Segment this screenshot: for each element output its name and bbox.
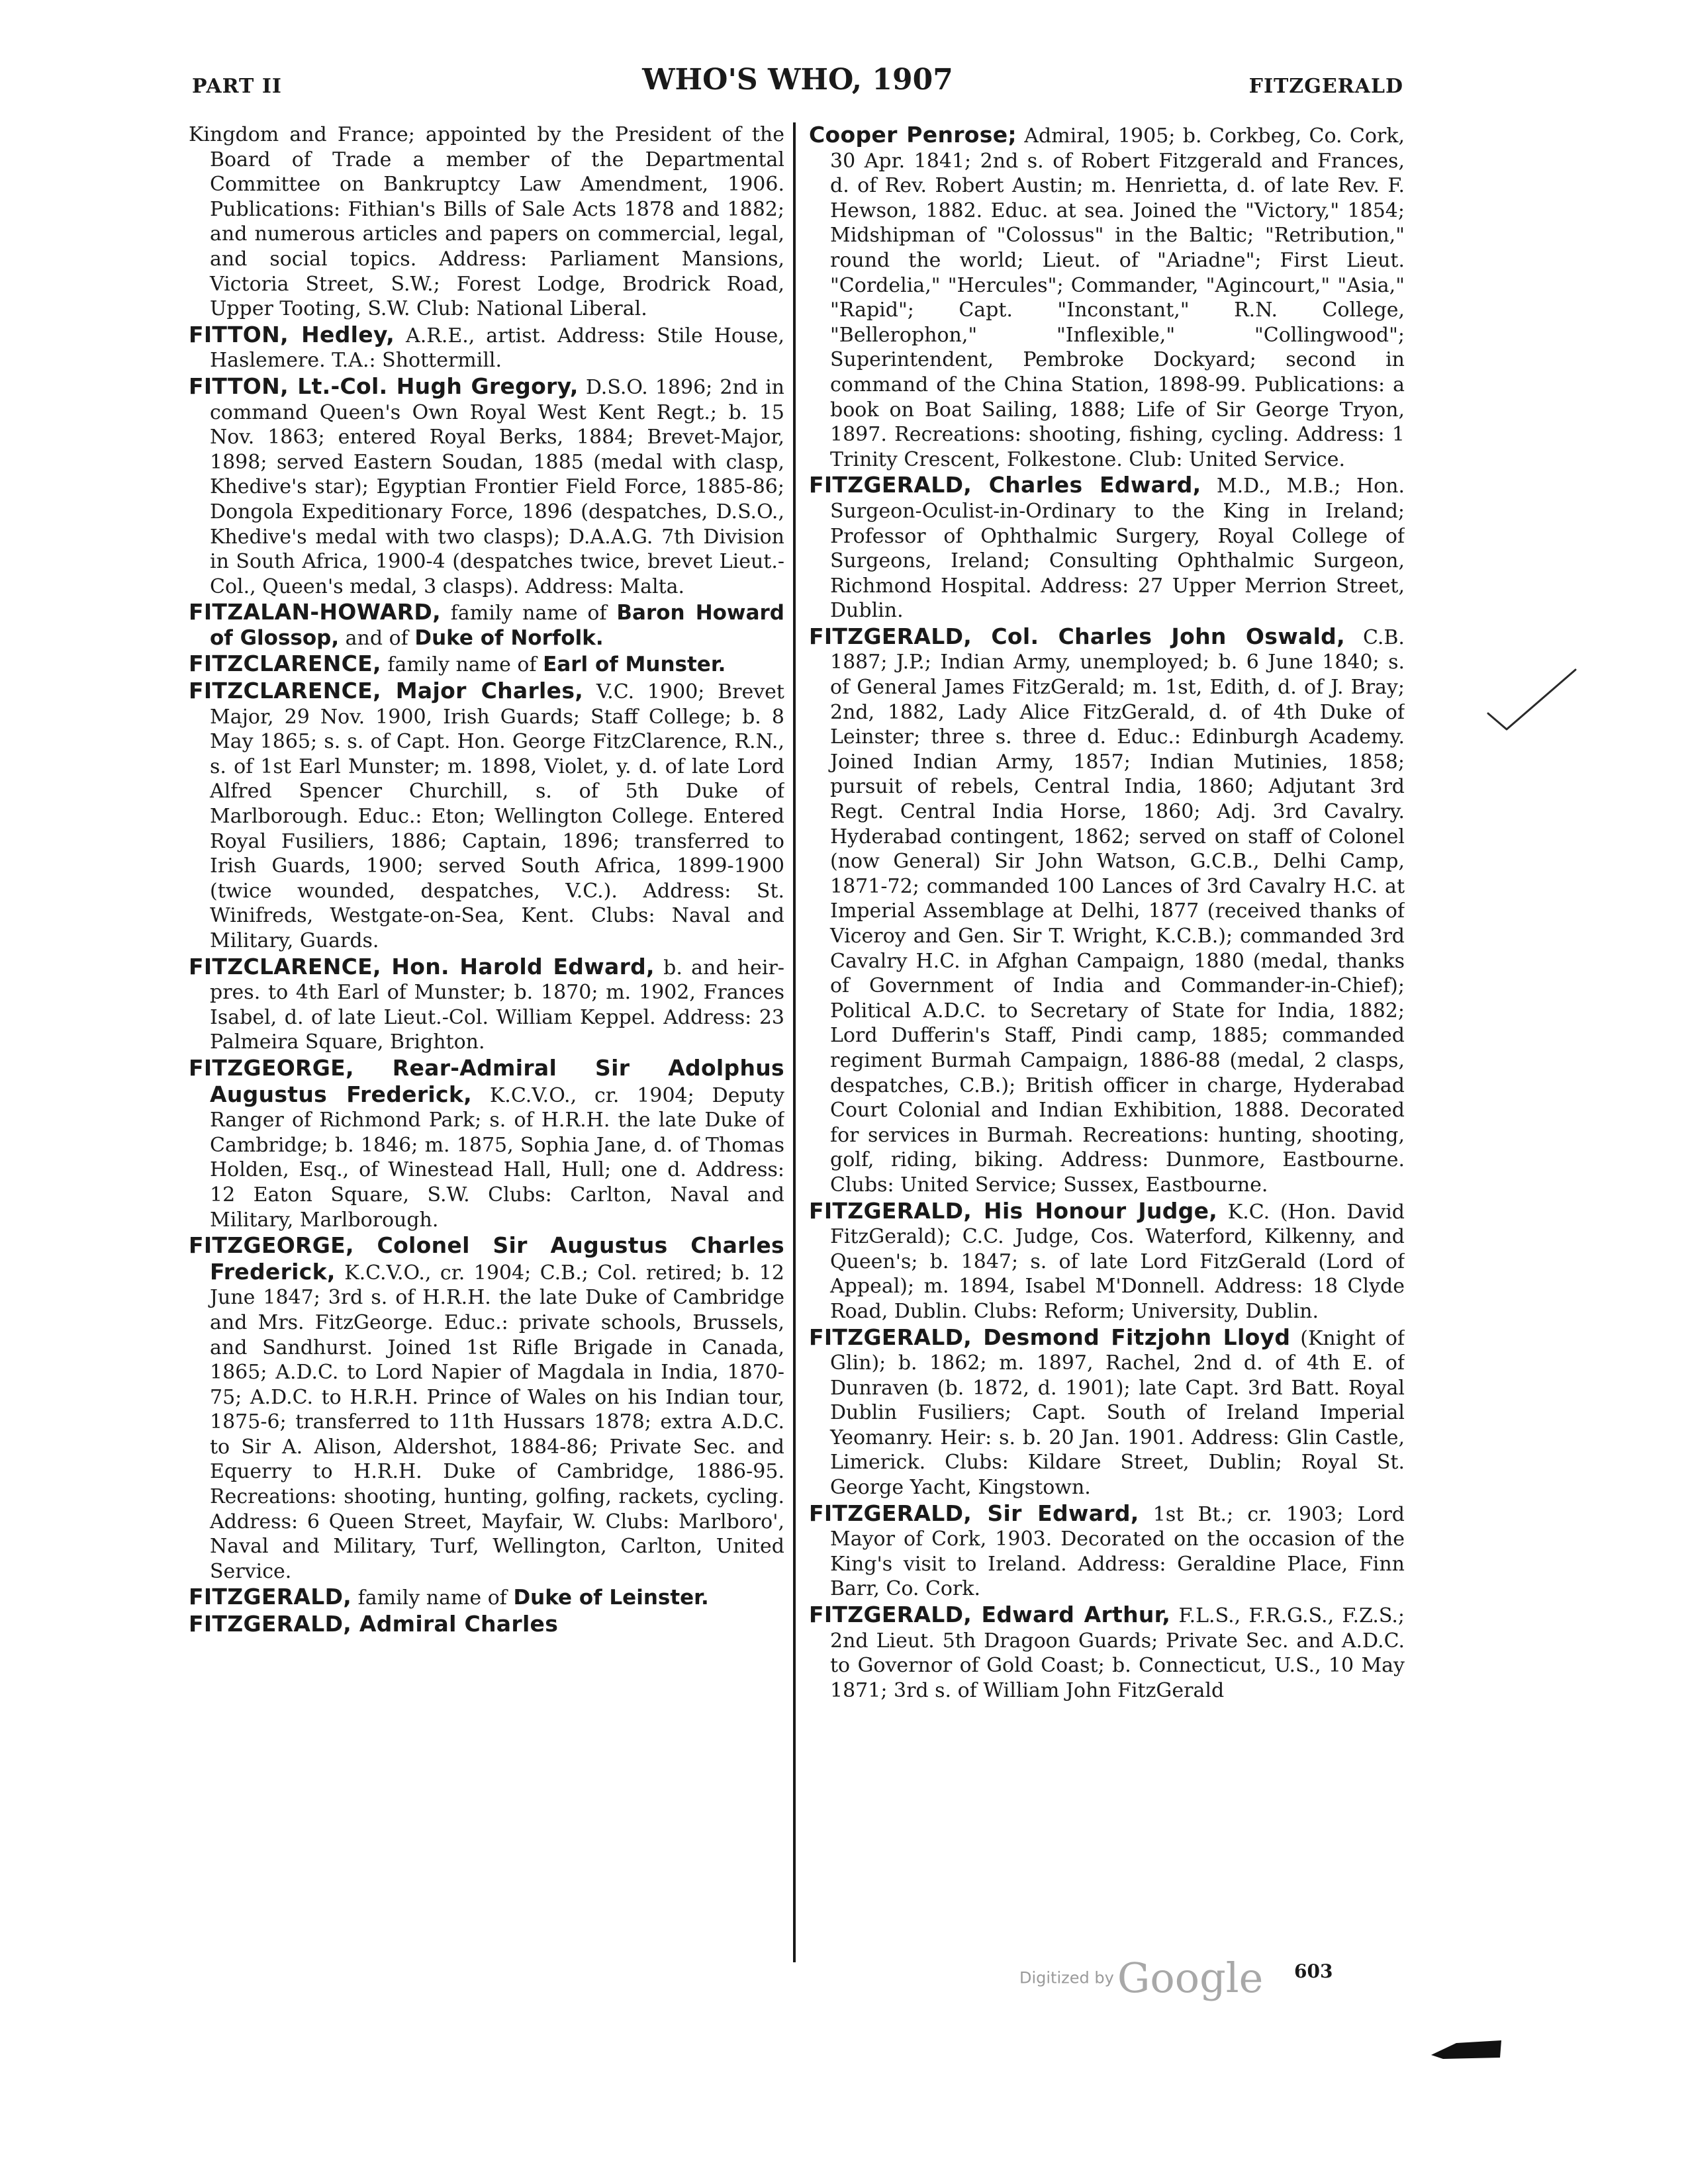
entry-body: b. and heir-pres. to 4th Earl of Munster; b. 1870; m. 1902, Frances Isabel, d. of late Lieut.-Col. William Keppel. Address: 23 Palmeira Square, Brighton.: [210, 956, 784, 1054]
entry: [189, 678, 784, 954]
entry-body: C.B. 1887; J.P.; Indian Army, unemployed; b. 6 June 1840; s. of General James FitzGerald; m. 1st, Edith, d. of J. Bray; 2nd, 1882, Lady Alice FitzGerald, d. of 4th Duke of Leinster; three s. three d. Educ.: Edinburgh Academy. Joined Indian Army, 1857; Indian Mutinies, 1858; pursuit of rebels, Central India, 1860; Adjutant 3rd Regt. Central India Horse, 1860; Adj. 3rd Cavalry. Hyderabad contingent, 1862; served on staff of Colonel (now General) Sir John Watson, G.C.B., Delhi Camp, 1871-72; commanded 100 Lances of 3rd Cavalry H.C. at Imperial Assemblage at Delhi, 1877 (received thanks of Viceroy and Gen. Sir T. Wright, K.C.B.); commanded 3rd Cavalry H.C. in Afghan Campaign, 1880 (medal, thanks of Government of India and Commander-in-Chief); Political A.D.C. to Secretary of State for India, 1882; Lord Dufferin's Staff, Pindi camp, 1885; commanded regiment Burmah Campaign, 1886-88 (medal, 2 clasps, despatches, C.B.); British officer in charge, Hyderabad Court Colonial and Indian Exhibition, 1888. Decorated for services in Burmah. Recreations: hunting, shooting, golf, riding, biking. Address: Dunmore, Eastbourne. Clubs: United Service; Sussex, Eastbourne.: [830, 625, 1405, 1197]
entry: [189, 1584, 784, 1611]
entry: [189, 1612, 784, 1638]
entry: [809, 1602, 1405, 1703]
entry-head: FITZGERALD, His Honour Judge,: [809, 1197, 1218, 1224]
entry-head: FITZALAN-HOWARD,: [189, 599, 441, 625]
entry-body: (Knight of Glin); b. 1862; m. 1897, Rachel, 2nd d. of 4th E. of Dunraven (b. 1872, d. 1901); late Capt. 3rd Batt. Royal Dublin Fusiliers; Capt. South of Ireland Imperial Yeomanry. Heir: s. b. 20 Jan. 1901. Address: Glin Castle, Limerick. Clubs: Kildare Street, Dublin; Royal St. George Yacht, Kingstown.: [830, 1326, 1405, 1500]
entry-head: FITZGERALD, Charles Edward,: [809, 472, 1201, 498]
entry: [189, 651, 784, 678]
entry-body: family name of: [387, 653, 537, 677]
entry-body: Kingdom and France; appointed by the President of the Board of Trade a member of the Departmental Committee on Bankruptcy Law Amendment, 1906. Publications: Fithian's Bills of Sale Acts 1878 and 1882; and numerous articles and papers on commercial, legal, and social topics. Address: Parliament Mansions, Victoria Street, S.W.; Forest Lodge, Brodrick Road, Upper Tooting, S.W. Club: National Liberal.: [189, 123, 784, 321]
part-label: PART II: [192, 75, 282, 98]
entry-head: FITZGERALD, Edward Arthur,: [809, 1602, 1171, 1628]
entry: [189, 122, 784, 322]
entry-body: D.S.O. 1896; 2nd in command Queen's Own Royal West Kent Regt.; b. 15 Nov. 1863; entered Royal Berks, 1884; Brevet-Major, 1898; served Eastern Soudan, 1885 (medal with clasp, Khedive's star); Egyptian Frontier Field Force, 1885-86; Dongola Expeditionary Force, 1896 (despatches, D.S.O., Khedive's medal with two clasps); D.A.A.G. 7th Division in South Africa, 1900-4 (despatches twice, brevet Lieut.-Col., Queen's medal, 3 clasps). Address: Malta.: [210, 375, 784, 598]
entry: [189, 322, 784, 373]
running-head: FITZGERALD: [1248, 75, 1403, 98]
entry-body: V.C. 1900; Brevet Major, 29 Nov. 1900, Irish Guards; Staff College; b. 8 May 1865; s. s. of Capt. Hon. George FitzClarence, R.N., s. of 1st Earl Munster; m. 1898, Violet, y. d. of late Lord Alfred Spencer Churchill, s. of 5th Duke of Marlborough. Educ.: Eton; Wellington College. Entered Royal Fusiliers, 1886; Captain, 1896; transferred to Irish Guards, 1900; served South Africa, 1899-1900 (twice wounded, despatches, V.C.). Address: St. Winifreds, Westgate-on-Sea, Kent. Clubs: Naval and Military, Guards.: [210, 680, 784, 952]
entry-body: 1st Bt.; cr. 1903; Lord Mayor of Cork, 1903. Decorated on the occasion of the King's visit to Ireland. Address: Geraldine Place, Finn Barr, Co. Cork.: [830, 1502, 1405, 1601]
digitized-watermark: [1019, 1954, 1263, 2002]
entry-head: FITZGEORGE, Rear-Admiral Sir Adolphus Augustus Frederick,: [189, 1054, 784, 1107]
entry-body: K.C.V.O., cr. 1904; Deputy Ranger of Richmond Park; s. of H.R.H. the late Duke of Cambridge; b. 1846; m. 1875, Sophia Jane, d. of Thomas Holden, Esq., of Winestead Hall, Hull; one d. Address: 12 Eaton Square, S.W. Clubs: Carlton, Naval and Military, Marlborough.: [210, 1083, 784, 1232]
page-header: [192, 63, 1403, 109]
ink-blot: [1430, 2035, 1503, 2062]
entry-head: FITZGERALD, Desmond Fitzjohn Lloyd: [809, 1324, 1291, 1350]
left-column: [189, 122, 784, 2002]
entry-body: M.D., M.B.; Hon. Surgeon-Oculist-in-Ordinary to the King in Ireland; Professor of Ophthalmic Surgery, Royal College of Surgeons, Ireland; Consulting Ophthalmic Surgeon, Richmond Hospital. Address: 27 Upper Merrion Street, Dublin.: [830, 475, 1405, 623]
entry: [189, 374, 784, 599]
entry-head: FITZGERALD, Sir Edward,: [809, 1500, 1139, 1526]
entry-body: F.L.S., F.R.G.S., F.Z.S.; 2nd Lieut. 5th Dragoon Guards; Private Sec. and A.D.C. to Governor of Gold Coast; b. Connecticut, U.S., 10 May 1871; 3rd s. of William John FitzGerald: [830, 1604, 1405, 1702]
entry-head: FITZGERALD, Col. Charles John Oswald,: [809, 623, 1345, 649]
entry-body: and of: [345, 626, 408, 650]
entry: [189, 1056, 784, 1232]
entry-head: FITTON, Hedley,: [189, 321, 395, 347]
page-number: 603: [1294, 1960, 1333, 1982]
entry-cross-ref: Baron Howard of Glossop,: [210, 601, 784, 650]
entry: [189, 954, 784, 1055]
google-logo: Google: [1117, 1954, 1264, 2002]
entry-head: FITZCLARENCE, Hon. Harold Edward,: [189, 953, 655, 979]
entry-head: FITZGERALD,: [189, 1584, 352, 1610]
entry: [809, 624, 1405, 1198]
entry-head: FITTON, Lt.-Col. Hugh Gregory,: [189, 373, 579, 399]
entry-cross-ref: Earl of Munster.: [543, 653, 726, 677]
entry-head: FITZCLARENCE, Major Charles,: [189, 678, 584, 704]
right-column: [809, 122, 1405, 2002]
entry: [809, 473, 1405, 623]
digitized-by-label: Digitized by: [1019, 1968, 1114, 1987]
entry-head: FITZCLARENCE,: [189, 651, 381, 677]
entry-head: FITZGEORGE, Colonel Sir Augustus Charles Frederick,: [189, 1232, 784, 1285]
entry-body: K.C. (Hon. David FitzGerald); C.C. Judge, Cos. Waterford, Kilkenny, and Queen's; b. 1847; s. of late Lord FitzGerald (Lord of Appeal); m. 1894, Isabel M'Donnell. Address: 18 Clyde Road, Dublin. Clubs: Reform; University, Dublin.: [830, 1200, 1405, 1323]
entry-head: FITZGERALD, Admiral Charles: [189, 1611, 559, 1637]
entry-cross-ref: Duke of Norfolk.: [414, 625, 604, 650]
entry-head: Cooper Penrose;: [809, 122, 1017, 148]
entry: [189, 600, 784, 651]
entry-body: family name of: [450, 602, 607, 625]
page-title: WHO'S WHO, 1907: [642, 63, 953, 97]
entry: [809, 1199, 1405, 1324]
entry-cross-ref: Duke of Leinster.: [513, 1586, 709, 1610]
entry: [809, 122, 1405, 472]
check-mark-icon: [1483, 655, 1582, 741]
entry: [809, 1501, 1405, 1602]
entry-body: K.C.V.O., cr. 1904; C.B.; Col. retired; b. 12 June 1847; 3rd s. of H.R.H. the late Duke of Cambridge and Mrs. FitzGeorge. Educ.: private schools, Brussels, and Sandhurst. Joined 1st Rifle Brigade in Canada, 1865; A.D.C. to Lord Napier of Magdala in India, 1870-75; A.D.C. to H.R.H. Prince of Wales on his Indian tour, 1875-6; transferred to 11th Hussars 1878; extra A.D.C. to Sir A. Alison, Aldershot, 1884-86; Private Sec. and Equerry to H.R.H. Duke of Cambridge, 1886-95. Recreations: shooting, hunting, golfing, rackets, cycling. Address: 6 Queen Street, Mayfair, W. Clubs: Marlboro', Naval and Military, Turf, Wellington, Carlton, United Service.: [210, 1261, 784, 1583]
column-divider: [793, 122, 796, 1962]
entry-body: family name of: [357, 1586, 507, 1610]
entry: [189, 1233, 784, 1584]
entry-body: Admiral, 1905; b. Corkbeg, Co. Cork, 30 Apr. 1841; 2nd s. of Robert Fitzgerald and Frances, d. of Rev. Robert Austin; m. Henrietta, d. of late Rev. F. Hewson, 1882. Educ. at sea. Joined the "Victory," 1854; Midshipman of "Colossus" in the Baltic; "Retribution," round the world; Lieut. of "Ariadne"; First Lieut. "Cordelia," "Hercules"; Commander, "Agincourt," "Asia," "Rapid"; Capt. "Inconstant," R.N. College, "Bellerophon," "Inflexible," "Collingwood"; Superintendent, Pembroke Dockyard; second in command of the China Station, 1898-99. Publications: a book on Boat Sailing, 1888; Life of Sir George Tryon, 1897. Recreations: shooting, fishing, cycling. Address: 1 Trinity Crescent, Folkestone. Club: United Service.: [830, 124, 1405, 471]
entry: [809, 1325, 1405, 1500]
entry-body: A.R.E., artist. Address: Stile House, Haslemere. T.A.: Shottermill.: [210, 324, 784, 373]
